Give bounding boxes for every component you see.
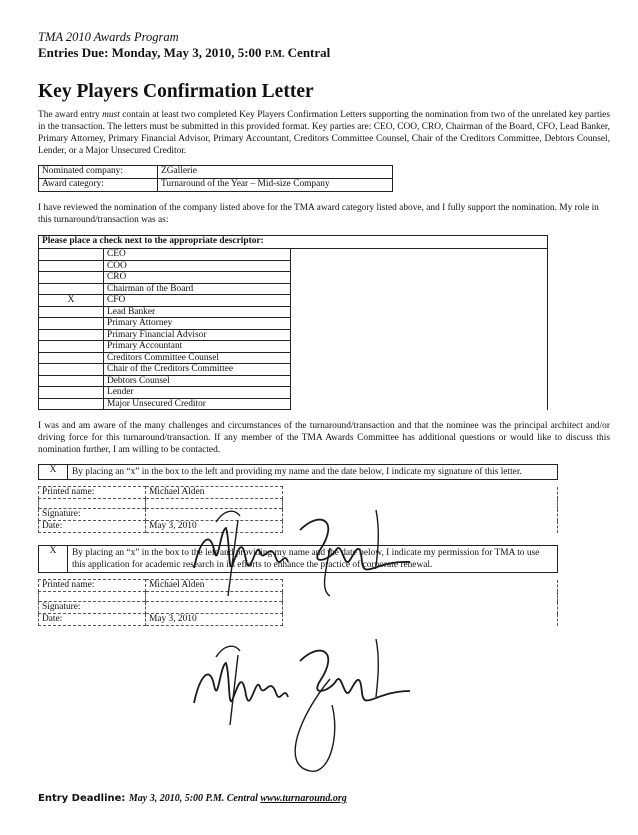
role-checkbox[interactable] — [39, 283, 104, 295]
printed-name-row — [39, 487, 558, 499]
permission-date-value[interactable]: May 3, 2010 — [146, 614, 283, 626]
role-row — [39, 341, 548, 353]
company-value[interactable]: ZGallerie — [158, 166, 393, 179]
review-paragraph: I have reviewed the nomination of the company listed above for the TMA award category listed above, and I fully support the nomination. My role in this turnaround/transaction was as: — [38, 203, 599, 225]
permission-date-label: Date: — [39, 614, 146, 626]
nomination-info-table — [38, 165, 393, 192]
company-label: Nominated company: — [39, 166, 158, 179]
role-checkbox[interactable] — [39, 375, 104, 387]
role-row — [39, 318, 548, 330]
program-name: TMA 2010 Awards Program — [38, 30, 179, 44]
entries-due-tail: Central — [284, 45, 331, 60]
permission-signature-value[interactable] — [146, 602, 283, 614]
category-row — [39, 179, 393, 192]
permission-signature-label: Signature: — [39, 602, 146, 614]
role-row — [39, 260, 548, 272]
role-row — [39, 375, 548, 387]
permission-fields — [38, 579, 558, 626]
role-checkbox[interactable] — [39, 364, 104, 376]
signature-consent-statement: By placing an “x” in the box to the left and providing my name and the date below, I indicate my signature of this letter. — [68, 465, 558, 480]
permission-signature-row — [39, 602, 558, 614]
document-page — [38, 30, 610, 626]
role-label: CRO — [104, 272, 291, 284]
role-row — [39, 364, 548, 376]
role-checklist-header: Please place a check next to the appropriate descriptor: — [39, 236, 548, 249]
permission-consent-checkbox[interactable]: X — [39, 546, 68, 573]
signature-row — [39, 509, 558, 521]
signature-label: Signature: — [39, 509, 146, 521]
role-label: CEO — [104, 249, 291, 261]
role-checkbox[interactable] — [39, 398, 104, 410]
role-checkbox[interactable] — [39, 272, 104, 284]
page-title: Key Players Confirmation Letter — [38, 81, 314, 102]
role-row — [39, 283, 548, 295]
role-label: Lead Banker — [104, 306, 291, 318]
role-label: Primary Accountant — [104, 341, 291, 353]
role-label: Primary Attorney — [104, 318, 291, 330]
signature-fields — [38, 486, 558, 533]
intro-paragraph — [38, 109, 610, 157]
entries-due-text: Entries Due: Monday, May 3, 2010, 5:00 — [38, 45, 265, 60]
printed-name-value[interactable]: Michael Alden — [146, 487, 283, 499]
role-checkbox[interactable] — [39, 318, 104, 330]
role-label: CFO — [104, 295, 291, 307]
category-label: Award category: — [39, 179, 158, 192]
role-label: Major Unsecured Creditor — [104, 398, 291, 410]
role-checkbox[interactable] — [39, 329, 104, 341]
footer-label: Entry Deadline: — [38, 793, 129, 804]
date-label: Date: — [39, 521, 146, 533]
handwritten-signature-2 — [180, 625, 440, 775]
role-row — [39, 295, 548, 307]
role-row — [39, 329, 548, 341]
role-checkbox[interactable] — [39, 341, 104, 353]
role-label: Lender — [104, 387, 291, 399]
role-row — [39, 249, 548, 261]
role-checklist — [38, 235, 548, 410]
awareness-paragraph: I was and am aware of the many challenges and circumstances of the turnaround/transaction and that the nominee was the principal architect and/or driving force for this turnaround/transaction. If any member of the TMA Awards Committee has additional questions or would like to discuss this nomination further, I am willing to be contacted. — [38, 421, 610, 455]
role-row — [39, 352, 548, 364]
role-label: COO — [104, 260, 291, 272]
signature-consent-box — [38, 464, 558, 480]
role-checklist-header-row — [39, 236, 548, 249]
intro-part1: The award entry — [38, 110, 103, 120]
role-checkbox[interactable] — [39, 352, 104, 364]
role-label: Chairman of the Board — [104, 283, 291, 295]
role-label: Debtors Counsel — [104, 375, 291, 387]
permission-printed-name-row — [39, 580, 558, 592]
role-checkbox[interactable] — [39, 387, 104, 399]
entries-due-pm: P.M. — [264, 49, 285, 60]
role-row — [39, 398, 548, 410]
footer — [38, 793, 347, 804]
entries-due-heading — [38, 45, 610, 63]
role-label: Primary Financial Advisor — [104, 329, 291, 341]
printed-name-label: Printed name: — [39, 487, 146, 499]
role-checkbox[interactable] — [39, 260, 104, 272]
role-row — [39, 306, 548, 318]
permission-printed-name-value[interactable]: Michael Alden — [146, 580, 283, 592]
role-row — [39, 387, 548, 399]
company-row — [39, 166, 393, 179]
intro-must: must — [102, 110, 120, 120]
category-value[interactable]: Turnaround of the Year – Mid-size Company — [158, 179, 393, 192]
footer-value: May 3, 2010, 5:00 P.M. Central — [128, 793, 261, 804]
permission-printed-name-label: Printed name: — [39, 580, 146, 592]
permission-consent-statement: By placing an “x” in the box to the left and providing my name and the date below, I indicate my permission for TMA to use this application for academic research in its efforts to enhance the practice of corporate renewal. — [68, 546, 558, 573]
role-label: Creditors Committee Counsel — [104, 352, 291, 364]
role-checkbox[interactable] — [39, 249, 104, 261]
intro-part2: contain at least two completed Key Players Confirmation Letters supporting the nomination from two of the unrelated key parties in the transaction. The letters must be submitted in this provided format. Key parties are: CEO, COO, CRO, Chairman of the Board, CFO, Lead Banker, Primary Attorney, Primary Financial Advisor, Primary Accountant, Creditors Committee Counsel, Chair of the Creditors Committee, Debtors Counsel, Lender, or a Major Unsecured Creditor. — [38, 110, 610, 156]
role-label: Chair of the Creditors Committee — [104, 364, 291, 376]
permission-date-row — [39, 614, 558, 626]
permission-consent-box — [38, 545, 558, 573]
date-row — [39, 521, 558, 533]
role-checkbox[interactable] — [39, 306, 104, 318]
role-checkbox[interactable]: X — [39, 295, 104, 307]
signature-consent-checkbox[interactable]: X — [39, 465, 68, 480]
footer-url-link[interactable]: www.turnaround.org — [260, 793, 347, 804]
role-row — [39, 272, 548, 284]
date-value[interactable]: May 3, 2010 — [146, 521, 283, 533]
signature-value[interactable] — [146, 509, 283, 521]
